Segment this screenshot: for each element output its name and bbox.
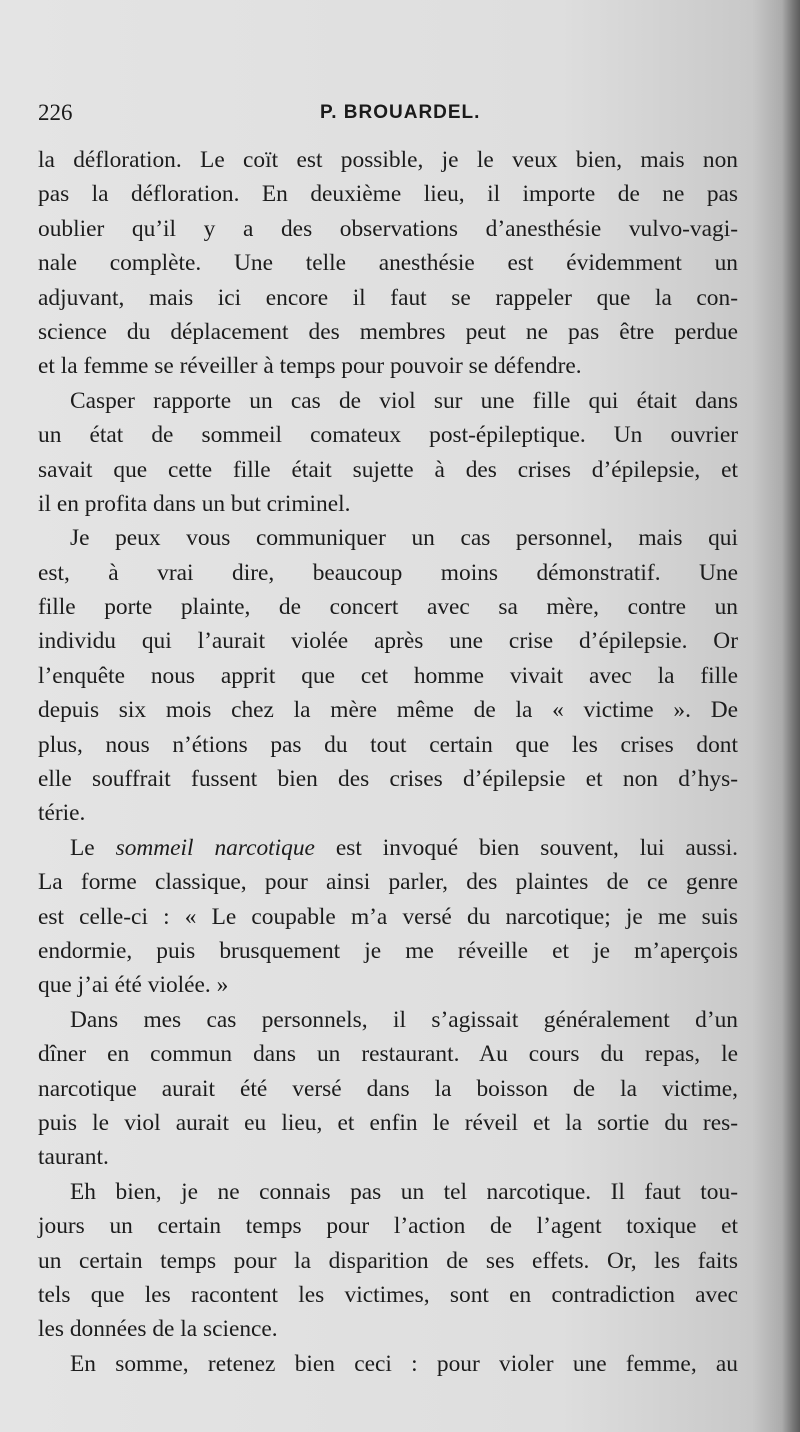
text-line: est, à vrai dire, beaucoup moins démonstratif. Une bbox=[38, 559, 738, 586]
body-text bbox=[38, 143, 738, 1381]
text-line: pas la défloration. En deuxième lieu, il importe de ne pas bbox=[38, 181, 738, 208]
text-line: Dans mes cas personnels, il s’agissait généralement d’un bbox=[70, 1006, 738, 1033]
text-line: fille porte plainte, de concert avec sa mère, contre un bbox=[38, 594, 738, 621]
text-line: Casper rapporte un cas de viol sur une fille qui était dans bbox=[70, 387, 738, 414]
text-line: savait que cette fille était sujette à des crises d’épilepsie, et bbox=[38, 456, 738, 483]
page-number: 226 bbox=[38, 100, 73, 125]
text-line: individu qui l’aurait violée après une crise d’épilepsie. Or bbox=[38, 628, 738, 655]
text-line: que j’ai été violée. » bbox=[38, 972, 229, 999]
text-line: depuis six mois chez la mère même de la « victime ». De bbox=[38, 697, 738, 724]
text-line: un état de sommeil comateux post-épileptique. Un ouvrier bbox=[38, 422, 738, 449]
text-line: est celle-ci : « Le coupable m’a versé du narcotique; je me suis bbox=[38, 903, 738, 930]
text-segment: est invoqué bien souvent, lui aussi. bbox=[314, 834, 738, 861]
text-line: endormie, puis brusquement je me réveille et je m’aperçois bbox=[38, 937, 738, 964]
text-line: jours un certain temps pour l’action de l’agent toxique et bbox=[38, 1213, 738, 1240]
text-line: En somme, retenez bien ceci : pour violer une femme, au bbox=[70, 1350, 738, 1377]
text-line: Eh bien, je ne connais pas un tel narcotique. Il faut tou- bbox=[70, 1178, 738, 1205]
page-header bbox=[38, 100, 738, 136]
text-line: nale complète. Une telle anesthésie est évidemment un bbox=[38, 250, 738, 277]
text-line: térie. bbox=[38, 800, 86, 827]
page-edge-shadow bbox=[782, 0, 800, 1432]
running-head: P. BROUARDEL. bbox=[320, 102, 481, 123]
text-line: il en profita dans un but criminel. bbox=[38, 490, 351, 517]
text-line: oublier qu’il y a des observations d’anesthésie vulvo-vagi- bbox=[38, 215, 738, 242]
text-line: un certain temps pour la disparition de ses effets. Or, les faits bbox=[38, 1247, 738, 1274]
italic-term: sommeil narcotique bbox=[115, 834, 315, 861]
text-line: tels que les racontent les victimes, sont en contradiction avec bbox=[38, 1281, 738, 1308]
text-line: la défloration. Le coït est possible, je le veux bien, mais non bbox=[38, 147, 738, 173]
text-line: elle souffrait fussent bien des crises d’épilepsie et non d’hys- bbox=[38, 766, 738, 793]
text-line: plus, nous n’étions pas du tout certain que les crises dont bbox=[38, 731, 738, 758]
text-line: et la femme se réveiller à temps pour pouvoir se défendre. bbox=[38, 353, 582, 380]
text-line: l’enquête nous apprit que cet homme vivait avec la fille bbox=[38, 662, 738, 689]
text-line: dîner en commun dans un restaurant. Au cours du repas, le bbox=[38, 1041, 738, 1068]
text-line: La forme classique, pour ainsi parler, des plaintes de ce genre bbox=[38, 869, 738, 896]
text-line: narcotique aurait été versé dans la boisson de la victime, bbox=[38, 1075, 738, 1102]
text-line: taurant. bbox=[38, 1144, 109, 1171]
text-line: science du déplacement des membres peut ne pas être perdue bbox=[38, 318, 738, 345]
text-segment: Le bbox=[70, 834, 116, 861]
text-line: adjuvant, mais ici encore il faut se rappeler que la con- bbox=[38, 284, 738, 311]
text-line: Je peux vous communiquer un cas personnel, mais qui bbox=[70, 525, 738, 552]
text-line: les données de la science. bbox=[38, 1316, 278, 1343]
text-line: puis le viol aurait eu lieu, et enfin le réveil et la sortie du res- bbox=[38, 1109, 738, 1136]
text-line bbox=[38, 831, 738, 865]
